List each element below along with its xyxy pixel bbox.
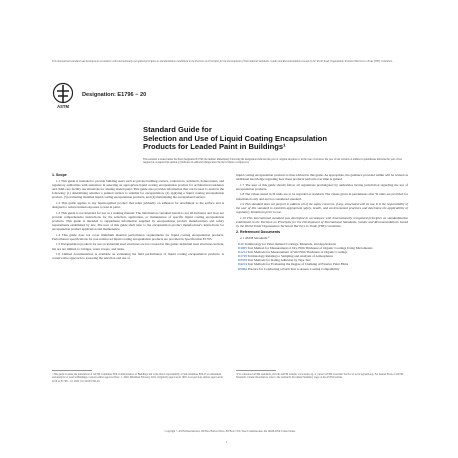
- page-number: 1: [226, 440, 228, 444]
- document-title: [143, 126, 383, 152]
- section-heading-referenced-documents: 2. Referenced Documents: [236, 230, 281, 235]
- copyright-footer: Copyright © ASTM International, 100 Barr Harbor Drive, PO Box C700, West Conshohocken, PA 19428-2959. United States: [164, 430, 296, 433]
- left-column: [52, 173, 224, 262]
- title-line: Standard Guide for: [143, 125, 212, 134]
- reference-title: Test Methods for Measurement of Wet Film Thickness of Organic Coatings: [247, 249, 348, 254]
- reference-title: Practice for Conducting a Patch Test to Assess Coating Compatibility: [247, 266, 340, 271]
- paragraph: 1.10 This international standard was developed in accordance with internationally recognized principles on standardization established in the Decision on Principles for the Development of International Standards, Guides and Recommendations issued by the World Trade Organization Technical Barriers to Trade (TBT) Committee.: [236, 215, 408, 229]
- reference-link[interactable]: D1212: [238, 249, 247, 254]
- paragraph: 1.7 The user of this guide should follow all regulations promulgated by authorities having jurisdiction regarding the use of encapsulation products.: [236, 182, 408, 191]
- paragraph: 1.4 This guide does not cover minimum material performance requirements for liquid coating encapsulation products. Performance specifications for non-reinforced liquid coating encapsulation products are provided in Specification E1795.: [52, 232, 224, 241]
- footnote-rule: [236, 370, 276, 371]
- paragraph: 1.2 This guide applies to any liquid-applied product that relies primarily on adhesion for attachment to the surface and is designed to reduce human exposure to lead in paint.: [52, 200, 224, 209]
- reference-title: Test Method for Measurement of Dry-Film Thickness of Organic Coatings Using Micrometers: [247, 245, 373, 250]
- designation: Designation: E1796 − 20: [82, 92, 147, 98]
- reference-link[interactable]: D4214: [238, 262, 247, 267]
- astm-logo-icon: [52, 80, 74, 110]
- right-column: [236, 173, 408, 271]
- logo-text: ASTM: [57, 104, 69, 109]
- paragraph: 1.6 Limited documentation is available on evaluating the field performance of liquid coating encapsulation products. A conservative approach to assessing the selection and use of: [52, 252, 224, 261]
- title-line: Selection and Use of Liquid Coating Encapsulation: [143, 133, 327, 143]
- paragraph: 1.5 Encapsulation products for use on industrial steel structures are not covered in this guide. Industrial steel structures include, but are not limited to: bridges, water towers, and tanks.: [52, 242, 225, 251]
- paragraph: 1.1 This guide is intended to provide building users such as private building owners, contractors, architects, homeowners, and regulatory authorities with assistance in selecting an appropriate liquid coating encapsulation product for architectural residence and child-care facility use situations for abating leaded paint. This guide also provides information that can be used to assist in the following: (1) determining whether a painted surface is suitable for encapsulation, (2) applying a liquid coating encapsulation product, (3) evaluating installed liquid coating encapsulation products, and (4) maintaining the encapsulated surface.: [52, 178, 224, 200]
- reference-link[interactable]: D1729: [238, 254, 247, 259]
- footnote-left: ¹ This guide is under the jurisdiction of ASTM Committee E06 on Performance of Buildings and is the direct responsibility of Subcommittee E06.23 on Abatement and Analysis of Lead in Buildings. Current edition approved Dec. 1, 2020. Published February 2021. Originally approved in 1995. Last previous edition approved in 2016 as E1796 − 16. DOI: 10.1520/E1796-20.: [52, 373, 223, 383]
- standard-notice: This international standard was developed in accordance with internationally recognized principles on standardization established in the Decision on Principles for the Development of International Standards, Guides and Recommendations issued by the World Trade Organization Technical Barriers to Trade (TBT) Committee.: [52, 60, 393, 63]
- reference-link[interactable]: D1005: [238, 245, 247, 250]
- section-heading-scope: 1. Scope: [52, 173, 67, 177]
- reference-title: Terminology Relating to Sampling and Analysis of Atmospheres: [247, 254, 333, 259]
- reference-title: Terminology for Paint, Related Coatings, Materials, and Applications: [244, 241, 336, 246]
- footnote-right: ² For referenced ASTM standards, visit the ASTM website, www.astm.org, or contact ASTM Customer Service at service@astm.org. For Annual Book of ASTM Standards volume information, refer to the standard's Document Summary page on the ASTM website.: [236, 373, 404, 380]
- paragraph: 1.8 The values stated in SI units are to be regarded as standard. The values given in parentheses after SI units are provided for information only and are not considered standard.: [236, 192, 408, 201]
- paragraph: 1.9 This standard does not purport to address all of the safety concerns, if any, associated with its use. It is the responsibility of the user of this standard to establish appropriate safety, health, and environmental practices and determine the applicability of regulatory limitations prior to use.: [236, 202, 408, 215]
- reference-link[interactable]: D16: [238, 241, 244, 246]
- title-line: Products for Leaded Paint in Buildings¹: [143, 142, 286, 152]
- title-note: This standard is issued under the fixed designation E1796; the number immediately following the designation indicates the year of original adoption or, in the case of revision, the year of last revision. A number in parentheses indicates the year of last reapproval. A superscript epsilon (ε) indicates an editorial change since the last revision or reapproval.: [143, 158, 402, 165]
- reference-link[interactable]: D5064: [238, 266, 247, 271]
- paragraph: liquid coating encapsulation products is thus advised in this guide. As appropriate, the guidance provided within will be revised as additional knowledge regarding how these products perform over time is gained.: [236, 173, 408, 182]
- reference-item: [236, 267, 408, 271]
- footnote-rule: [52, 370, 92, 371]
- reference-title: Test Methods for Evaluating the Degree of Chalking of Exterior Paint Films: [247, 262, 349, 267]
- reference-title: Test Methods for Rating Adhesion by Tape Test: [247, 258, 311, 263]
- reference-link[interactable]: D3359: [238, 258, 247, 263]
- subsection-astm-standards: 2.1 ASTM Standards:²: [240, 236, 270, 241]
- paragraph: 1.3 This guide is not intended for use as a training manual. The information contained herein is not all-inclusive and does not provide comprehensive instructions for the selection, application, or maintenance of specific liquid coating encapsulation products. This guide is intended to supplement information supplied by encapsulation product manufacturers and safety requirements established by law. The user of this guide shall refer to the encapsulation product manufacturer's instructions for encapsulation product application and maintenance.: [52, 210, 224, 232]
